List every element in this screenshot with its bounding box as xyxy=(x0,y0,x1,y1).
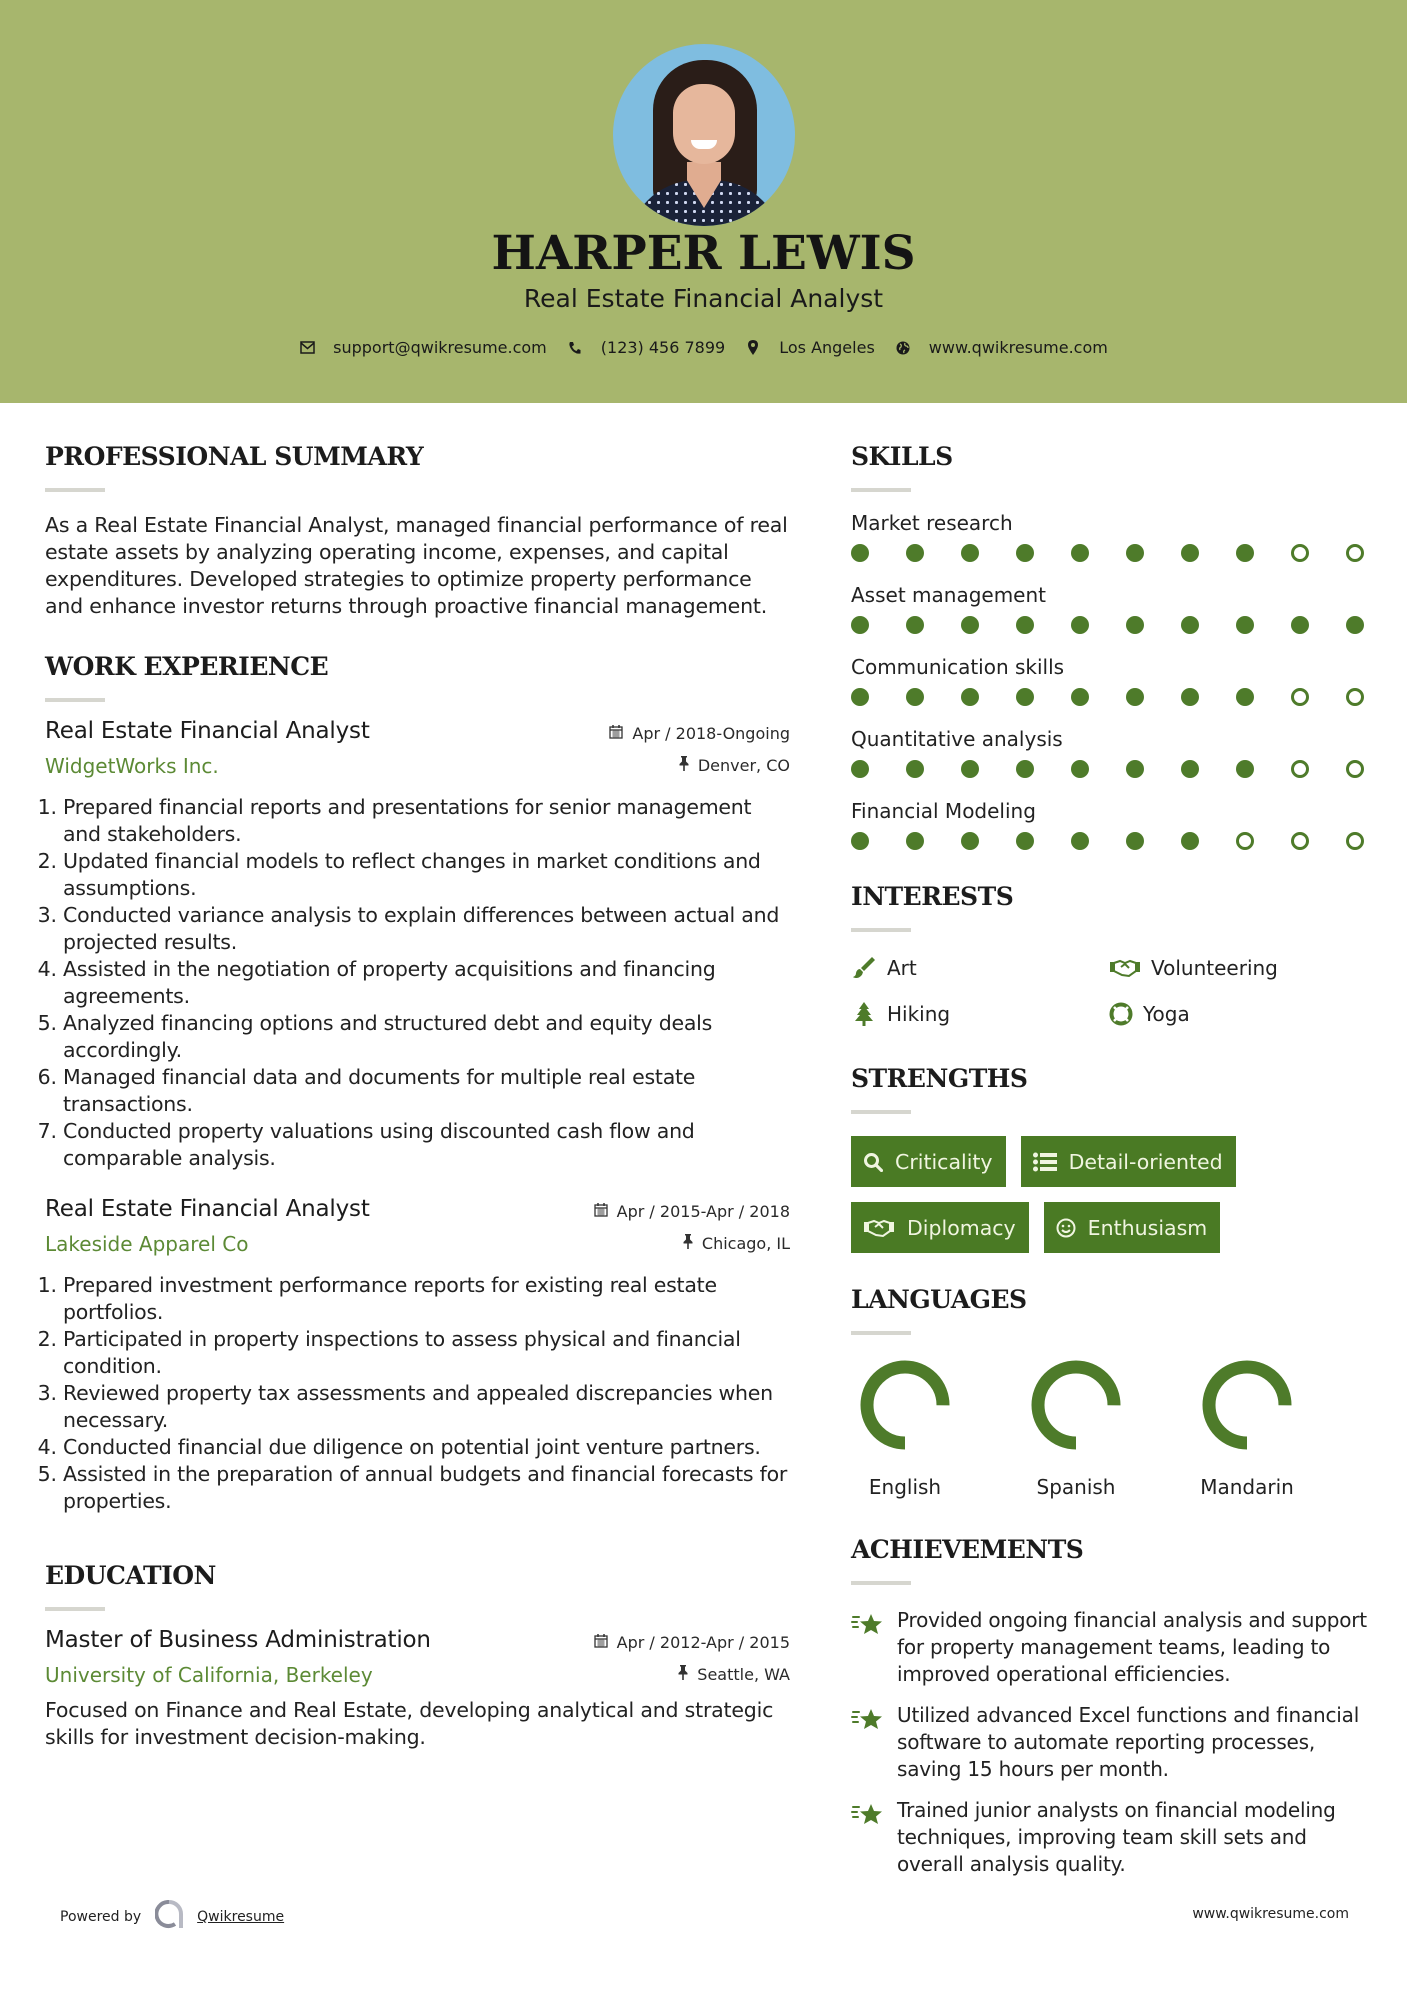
rating-dot-filled xyxy=(1236,544,1254,562)
rating-dot-filled xyxy=(851,760,869,778)
handshake-icon xyxy=(1109,958,1141,978)
job-responsibilities xyxy=(45,1272,790,1515)
rating-dot-filled xyxy=(1236,688,1254,706)
list-item: 1. Prepared investment performance reports for existing real estate portfolios. xyxy=(63,1272,790,1326)
footer-website[interactable]: www.qwikresume.com xyxy=(1192,1906,1349,1922)
skill-rating xyxy=(851,760,1371,778)
skill-rating xyxy=(851,832,1371,850)
summary-text: As a Real Estate Financial Analyst, managed financial performance of real estate assets by analyzing operating income, expenses, and capital expenditures. Developed strategies to optimize property performance and enhance investor returns through proactive financial management. xyxy=(45,513,788,618)
strengths-section xyxy=(851,1062,1371,1253)
job-title: Real Estate Financial Analyst xyxy=(45,1196,370,1222)
right-column xyxy=(851,440,1371,1878)
shooting-star-icon xyxy=(851,1607,897,1688)
strength-badge: Detail-oriented xyxy=(1021,1136,1236,1187)
section-heading: ACHIEVEMENTS xyxy=(851,1535,1084,1564)
rating-dot-filled xyxy=(1071,832,1089,850)
skill-label: Financial Modeling xyxy=(851,799,1036,823)
language-item xyxy=(1193,1357,1364,1499)
powered-by xyxy=(60,1900,284,1934)
section-heading: WORK EXPERIENCE xyxy=(45,652,329,681)
rating-dot-empty xyxy=(1346,688,1364,706)
heading-underline xyxy=(45,1607,105,1611)
language-progress-ring xyxy=(1199,1357,1295,1453)
pushpin-icon xyxy=(679,756,689,775)
rating-dot-filled xyxy=(1236,616,1254,634)
rating-dot-filled xyxy=(906,616,924,634)
rating-dot-filled xyxy=(1181,688,1199,706)
list-item: 5. Analyzed financing options and structured debt and equity deals accordingly. xyxy=(63,1010,790,1064)
education-dates: Apr / 2012-Apr / 2015 xyxy=(594,1633,790,1652)
search-icon xyxy=(863,1152,883,1172)
skill-label: Asset management xyxy=(851,583,1046,607)
rating-dot-filled xyxy=(1071,616,1089,634)
paintbrush-icon xyxy=(851,956,877,980)
rating-dot-filled xyxy=(851,832,869,850)
degree-title: Master of Business Administration xyxy=(45,1627,431,1653)
section-heading: LANGUAGES xyxy=(851,1285,1027,1314)
globe-icon xyxy=(895,340,911,356)
powered-by-label: Powered by xyxy=(60,1909,142,1925)
section-heading: EDUCATION xyxy=(45,1561,216,1590)
education-description: Focused on Finance and Real Estate, developing analytical and strategic skills for investment decision-making. xyxy=(45,1698,774,1749)
rating-dot-filled xyxy=(1016,544,1034,562)
rating-dot-filled xyxy=(1071,688,1089,706)
rating-dot-filled xyxy=(1126,688,1144,706)
list-item: 4. Conducted financial due diligence on potential joint venture partners. xyxy=(63,1434,790,1461)
pushpin-icon xyxy=(683,1234,693,1253)
skill-rating xyxy=(851,544,1371,562)
skill-rating xyxy=(851,688,1371,706)
job-responsibilities xyxy=(45,794,790,1172)
shooting-star-icon xyxy=(851,1702,897,1783)
contact-email[interactable] xyxy=(299,338,547,357)
contact-email-text: support@qwikresume.com xyxy=(333,338,547,357)
candidate-name: HARPER LEWIS xyxy=(491,226,916,281)
rating-dot-filled xyxy=(851,616,869,634)
language-label: Spanish xyxy=(1036,1475,1116,1499)
strength-badge: Enthusiasm xyxy=(1044,1202,1221,1253)
rating-dot-filled xyxy=(1016,616,1034,634)
rating-dot-filled xyxy=(906,688,924,706)
qwikresume-logo-icon xyxy=(155,1900,183,1934)
list-item: 7. Conducted property valuations using discounted cash flow and comparable analysis. xyxy=(63,1118,790,1172)
list-item: 5. Assisted in the preparation of annual budgets and financial forecasts for properties. xyxy=(63,1461,790,1515)
languages-section xyxy=(851,1283,1371,1499)
job-title: Real Estate Financial Analyst xyxy=(45,718,370,744)
strength-badge: Criticality xyxy=(851,1136,1006,1187)
company-name: WidgetWorks Inc. xyxy=(45,754,219,778)
rating-dot-filled xyxy=(851,688,869,706)
list-item: 2. Participated in property inspections to assess physical and financial condition. xyxy=(63,1326,790,1380)
list-item: 2. Updated financial models to reflect changes in market conditions and assumptions. xyxy=(63,848,790,902)
rating-dot-filled xyxy=(1291,616,1309,634)
job-location: Chicago, IL xyxy=(683,1234,790,1253)
pushpin-icon xyxy=(678,1665,688,1684)
skill-label: Communication skills xyxy=(851,655,1065,679)
header-banner xyxy=(0,0,1407,403)
achievements-list xyxy=(851,1607,1371,1878)
contact-phone-text: (123) 456 7899 xyxy=(600,338,726,357)
rating-dot-empty xyxy=(1291,832,1309,850)
section-heading: STRENGTHS xyxy=(851,1064,1028,1093)
interest-item: Art xyxy=(851,954,1109,982)
rating-dot-empty xyxy=(1291,544,1309,562)
skills-section xyxy=(851,440,1371,850)
candidate-title: Real Estate Financial Analyst xyxy=(523,284,884,313)
smile-icon xyxy=(1056,1218,1076,1238)
interests-section xyxy=(851,880,1371,1028)
rating-dot-empty xyxy=(1346,832,1364,850)
skill-label: Quantitative analysis xyxy=(851,727,1063,751)
contact-bar xyxy=(0,338,1407,357)
rating-dot-filled xyxy=(1181,616,1199,634)
contact-phone[interactable] xyxy=(567,338,725,357)
heading-underline xyxy=(45,698,105,702)
shooting-star-icon xyxy=(851,1797,897,1878)
profile-photo xyxy=(613,44,795,226)
achievement-item: Utilized advanced Excel functions and financial software to automate reporting processes, saving 15 hours per month. xyxy=(851,1702,1371,1783)
interest-item: Hiking xyxy=(851,1000,1109,1028)
rating-dot-filled xyxy=(906,760,924,778)
rating-dot-filled xyxy=(1016,832,1034,850)
envelope-icon xyxy=(299,340,315,356)
list-item: 6. Managed financial data and documents for multiple real estate transactions. xyxy=(63,1064,790,1118)
rating-dot-filled xyxy=(1016,688,1034,706)
heading-underline xyxy=(851,488,911,492)
rating-dot-filled xyxy=(961,688,979,706)
rating-dot-filled xyxy=(1126,760,1144,778)
job-location: Denver, CO xyxy=(679,756,790,775)
strength-badges xyxy=(851,1136,1281,1253)
section-heading: PROFESSIONAL SUMMARY xyxy=(45,442,424,471)
interests-list xyxy=(851,954,1371,1028)
rating-dot-filled xyxy=(906,544,924,562)
heading-underline xyxy=(851,1331,911,1335)
contact-website-text: www.qwikresume.com xyxy=(928,338,1108,357)
rating-dot-empty xyxy=(1236,832,1254,850)
job-dates: Apr / 2015-Apr / 2018 xyxy=(594,1202,790,1221)
rating-dot-filled xyxy=(961,544,979,562)
language-item xyxy=(851,1357,1022,1499)
language-progress-ring xyxy=(857,1357,953,1453)
rating-dot-filled xyxy=(1016,760,1034,778)
contact-location xyxy=(745,338,875,357)
heading-underline xyxy=(851,928,911,932)
professional-summary-section xyxy=(45,440,790,620)
interest-item: Yoga xyxy=(1109,1000,1367,1028)
phone-icon xyxy=(567,340,583,356)
language-item xyxy=(1022,1357,1193,1499)
rating-dot-filled xyxy=(1181,544,1199,562)
rating-dot-filled xyxy=(1346,616,1364,634)
left-column xyxy=(45,440,790,1751)
language-progress-ring xyxy=(1028,1357,1124,1453)
rating-dot-filled xyxy=(1071,544,1089,562)
handshake-icon xyxy=(863,1218,895,1238)
job-entry xyxy=(45,718,790,1172)
rating-dot-filled xyxy=(1071,760,1089,778)
list-item: 3. Reviewed property tax assessments and appealed discrepancies when necessary. xyxy=(63,1380,790,1434)
rating-dot-empty xyxy=(1291,688,1309,706)
rating-dot-filled xyxy=(1126,544,1144,562)
rating-dot-filled xyxy=(961,760,979,778)
job-entry xyxy=(45,1196,790,1515)
skill-rating xyxy=(851,616,1371,634)
rating-dot-filled xyxy=(1126,616,1144,634)
map-marker-icon xyxy=(745,340,761,356)
languages-list xyxy=(851,1357,1371,1499)
company-name: Lakeside Apparel Co xyxy=(45,1232,249,1256)
job-dates: Apr / 2018-Ongoing xyxy=(609,724,790,743)
rating-dot-filled xyxy=(961,616,979,634)
skills-list xyxy=(851,510,1371,850)
rating-dot-filled xyxy=(851,544,869,562)
education-entry xyxy=(45,1627,790,1751)
rating-dot-filled xyxy=(1126,832,1144,850)
calendar-icon xyxy=(594,1202,608,1221)
list-icon xyxy=(1033,1152,1057,1172)
school-name: University of California, Berkeley xyxy=(45,1663,373,1687)
rating-dot-filled xyxy=(1181,832,1199,850)
calendar-icon xyxy=(609,724,623,743)
rating-dot-empty xyxy=(1346,760,1364,778)
list-item: 1. Prepared financial reports and presentations for senior management and stakeholders. xyxy=(63,794,790,848)
tree-icon xyxy=(851,1002,877,1026)
contact-website[interactable] xyxy=(895,338,1108,357)
list-item: 4. Assisted in the negotiation of property acquisitions and financing agreements. xyxy=(63,956,790,1010)
heading-underline xyxy=(45,488,105,492)
education-location: Seattle, WA xyxy=(678,1665,790,1684)
contact-location-text: Los Angeles xyxy=(779,338,875,357)
achievement-item: Trained junior analysts on financial modeling techniques, improving team skill sets and overall analysis quality. xyxy=(851,1797,1371,1878)
achievements-section xyxy=(851,1533,1371,1878)
strength-badge: Diplomacy xyxy=(851,1202,1029,1253)
life-ring-icon xyxy=(1109,1002,1133,1026)
rating-dot-empty xyxy=(1346,544,1364,562)
rating-dot-filled xyxy=(961,832,979,850)
heading-underline xyxy=(851,1581,911,1585)
skill-label: Market research xyxy=(851,511,1013,535)
calendar-icon xyxy=(594,1633,608,1652)
achievement-item: Provided ongoing financial analysis and support for property management teams, leading to improved operational efficiencies. xyxy=(851,1607,1371,1688)
rating-dot-empty xyxy=(1291,760,1309,778)
rating-dot-filled xyxy=(1181,760,1199,778)
rating-dot-filled xyxy=(1236,760,1254,778)
interest-item: Volunteering xyxy=(1109,954,1367,982)
education-section xyxy=(45,1559,790,1751)
language-label: English xyxy=(868,1475,942,1499)
language-label: Mandarin xyxy=(1200,1475,1294,1499)
heading-underline xyxy=(851,1110,911,1114)
work-experience-section xyxy=(45,650,790,1515)
section-heading: INTERESTS xyxy=(851,882,1014,911)
rating-dot-filled xyxy=(906,832,924,850)
qwikresume-link[interactable]: Qwikresume xyxy=(197,1909,285,1925)
list-item: 3. Conducted variance analysis to explain differences between actual and projected results. xyxy=(63,902,790,956)
section-heading: SKILLS xyxy=(851,442,953,471)
